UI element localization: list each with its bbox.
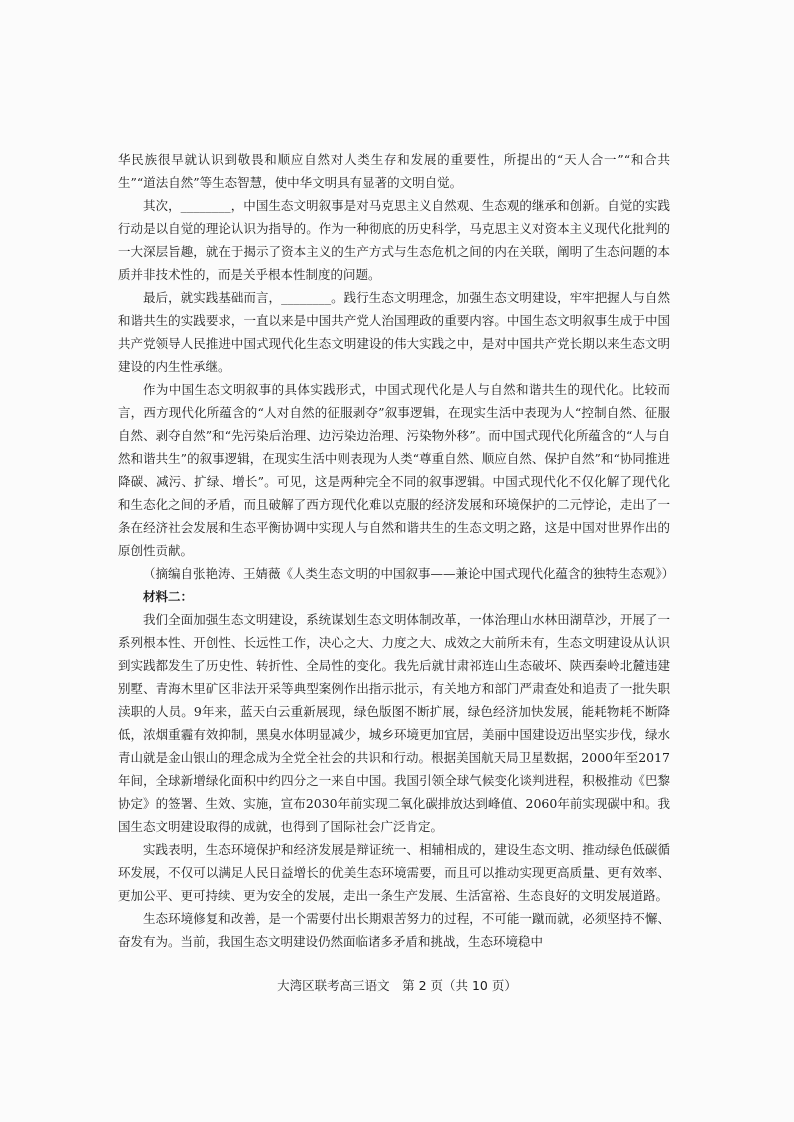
material-two-heading: 材料二： xyxy=(143,589,194,604)
page-footer: 大湾区联考高三语文 第 2 页（共 10 页） xyxy=(277,978,517,993)
paragraph-modernization: 作为中国生态文明叙事的具体实践形式，中国式现代化是人与自然和谐共生的现代化。比较而言，西方现代化所蕴含的“人对自然的征服剥夺”叙事逻辑，在现实生活中表现为人“控制自然、征服自然、剥夺自然”和“先污染后治理、边污染边治理、污染物外移”。而中国式现代化所蕴含的“人与自然和谐共生”的叙事逻辑，在现实生活中则表现为人类“尊重自然、顺应自然、保护自然”和“协同推进降碳、减污、扩绿、增长”。可见，这是两种完全不同的叙事逻辑。中国式现代化不仅化解了现代化和生态化之间的矛盾，而且破解了西方现代化难以克服的经济发展和环境保护的二元悖论，走出了一条在经济社会发展和生态平衡协调中实现人与自然和谐共生的生态文明之路，这是中国对世界作出的原创性贡献。 xyxy=(118,382,670,558)
material-two-paragraph-2: 实践表明，生态环境保护和经济发展是辩证统一、相辅相成的，建设生态文明、推动绿色低碳循环发展，不仅可以满足人民日益增长的优美生态环境需要，而且可以推动实现更高质量、更有效率、更加公平、更可持续、更为安全的发展，走出一条生产发展、生活富裕、生态良好的文明发展道路。 xyxy=(118,842,670,903)
material-two-paragraph-1: 我们全面加强生态文明建设，系统谋划生态文明体制改革，一体治理山水林田湖草沙，开展了一系列根本性、开创性、长远性工作，决心之大、力度之大、成效之大前所未有，生态文明建设从认识到实践都发生了历史性、转折性、全局性的变化。我先后就甘肃祁连山生态破坏、陕西秦岭北麓违建别墅、青海木里矿区非法开采等典型案例作出指示批示，有关地方和部门严肃查处和追责了一批失职渎职的人员。9年来，蓝天白云重新展现，绿色版图不断扩展，绿色经济加快发展，能耗物耗不断降低，浓烟重霾有效抑制，黑臭水体明显减少，城乡环境更加宜居，美丽中国建设迈出坚实步伐，绿水青山就是金山银山的理念成为全党全社会的共识和行动。根据美国航天局卫星数据，2000年至2017年间，全球新增绿化面积中约四分之一来自中国。我国引领全球气候变化谈判进程，积极推动《巴黎协定》的签署、生效、实施，宣布2030年前实现二氧化碳排放达到峰值、2060年前实现碳中和。我国生态文明建设取得的成就，也得到了国际社会广泛肯定。 xyxy=(118,612,670,834)
paragraph-practice-basis: 最后，就实践基础而言，________。践行生态文明理念，加强生态文明建设，牢牢把握人与自然和谐共生的实践要求，一直以来是中国共产党人治国理政的重要内容。中国生态文明叙事生成于中国共产党领导人民推进中国式现代化生态文明建设的伟大实践之中，是对中国共产党长期以来生态文明建设的内生性承继。 xyxy=(118,290,670,374)
source-citation: （摘编自张艳涛、王婧薇《人类生态文明的中国叙事——兼论中国式现代化蕴含的独特生态观》） xyxy=(143,566,675,581)
paragraph-theory-basis: 其次，________，中国生态文明叙事是对马克思主义自然观、生态观的继承和创新。自觉的实践行动是以自觉的理论认识为指导的。作为一种彻底的历史科学，马克思主义对资本主义现代化批判的一大深层旨趣，就在于揭示了资本主义的生产方式与生态危机之间的内在关联，阐明了生态问题的本质并非技术性的，而是关乎根本性制度的问题。 xyxy=(118,198,670,282)
text-body xyxy=(118,148,675,953)
paragraph-continuation: 华民族很早就认识到敬畏和顺应自然对人类生存和发展的重要性，所提出的“天人合一”“和合共生”“道法自然”等生态智慧，使中华文明具有显著的文明自觉。 xyxy=(118,152,670,190)
material-two-paragraph-3: 生态环境修复和改善，是一个需要付出长期艰苦努力的过程，不可能一蹴而就，必须坚持不懈、奋发有为。当前，我国生态文明建设仍然面临诸多矛盾和挑战，生态环境稳中 xyxy=(118,911,670,949)
